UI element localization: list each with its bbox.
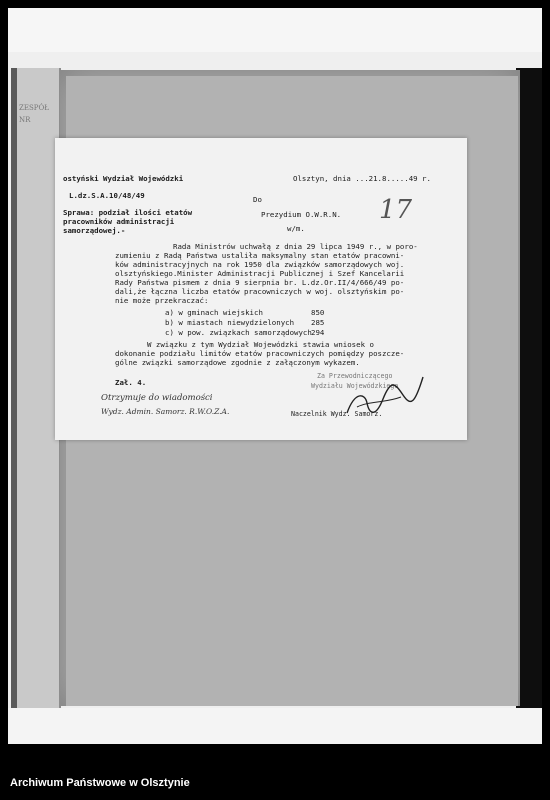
closing-line: W związku z tym Wydział Wojewódzki stawia wniosek o [147, 340, 374, 349]
attachment-note: Zał. 4. [115, 378, 147, 387]
list-item-label: c) w pow. związkach samorządowych [165, 328, 312, 337]
binding-stamp-text: ZESPÓŁ NR [19, 104, 49, 124]
signature-stamp-line-1: Za Przewodniczącego [317, 372, 393, 380]
archive-name: Archiwum Państwowe w Olsztynie [10, 777, 190, 789]
addressee-do: Do [253, 195, 262, 204]
signature-stamp-line-2: Wydziału Wojewódzkiego [311, 382, 399, 390]
subject-line-1: Sprawa: podział ilości etatów [63, 208, 193, 217]
header-office: ostyński Wydział Wojewódzki [63, 174, 184, 183]
typed-letter [55, 138, 467, 440]
handwritten-number: 17 [379, 195, 413, 225]
archive-footer [0, 768, 550, 800]
list-item-label: a) w gminach wiejskich [165, 308, 263, 317]
list-item-label: b) w miastach niewydzielonych [165, 318, 295, 327]
body-line: zumieniu z Radą Państwa ustaliła maksymalny stan etatów pracowni- [115, 251, 405, 260]
header-date: Olsztyn, dnia ...21.8.....49 r. [293, 174, 431, 183]
list-item-value: 285 [311, 318, 325, 327]
bottom-margin [8, 708, 542, 744]
closing-line: gólne związki samorządowe zgodnie z załączonym wykazem. [115, 358, 360, 367]
addressee-wm: w/m. [287, 224, 305, 233]
body-line: olsztyńskiego.Minister Administracji Publicznej i Szef Kancelarii [115, 269, 405, 278]
body-line: Rady Państwa pismem z dnia 9 sierpnia br. L.dz.Or.II/4/666/49 po- [115, 278, 405, 287]
reference-number: L.dz.S.A.10/48/49 [69, 191, 145, 200]
list-item-value: 294 [311, 328, 325, 337]
body-line: Rada Ministrów uchwałą z dnia 29 lipca 1949 r., w poro- [173, 242, 418, 251]
handwritten-note-2: Wydz. Admin. Samorz. R.W.O.Z.A. [101, 407, 230, 416]
binding-spine [11, 68, 17, 708]
signature-title: Naczelnik Wydz. Samorz. [291, 410, 383, 418]
body-line: dali,że łączna liczba etatów pracowniczych w woj. olsztyńskim po- [115, 287, 405, 296]
subject-line-3: samorządowej.- [63, 226, 126, 235]
addressee: Prezydium O.W.R.N. [261, 210, 342, 219]
binding-edge [11, 68, 61, 708]
signature-scribble-icon [345, 373, 425, 423]
body-line: ków administracyjnych na rok 1950 dla związków samorządowych woj. [115, 260, 405, 269]
top-margin [8, 8, 542, 52]
closing-line: dokonanie podziału limitów etatów pracowniczych pomiędzy poszcze- [115, 349, 405, 358]
subject-line-2: pracowników administracji [63, 217, 175, 226]
list-item-value: 850 [311, 308, 325, 317]
handwritten-note-1: Otrzymuje do wiadomości [101, 393, 213, 403]
body-line: nie może przekraczać: [115, 296, 209, 305]
